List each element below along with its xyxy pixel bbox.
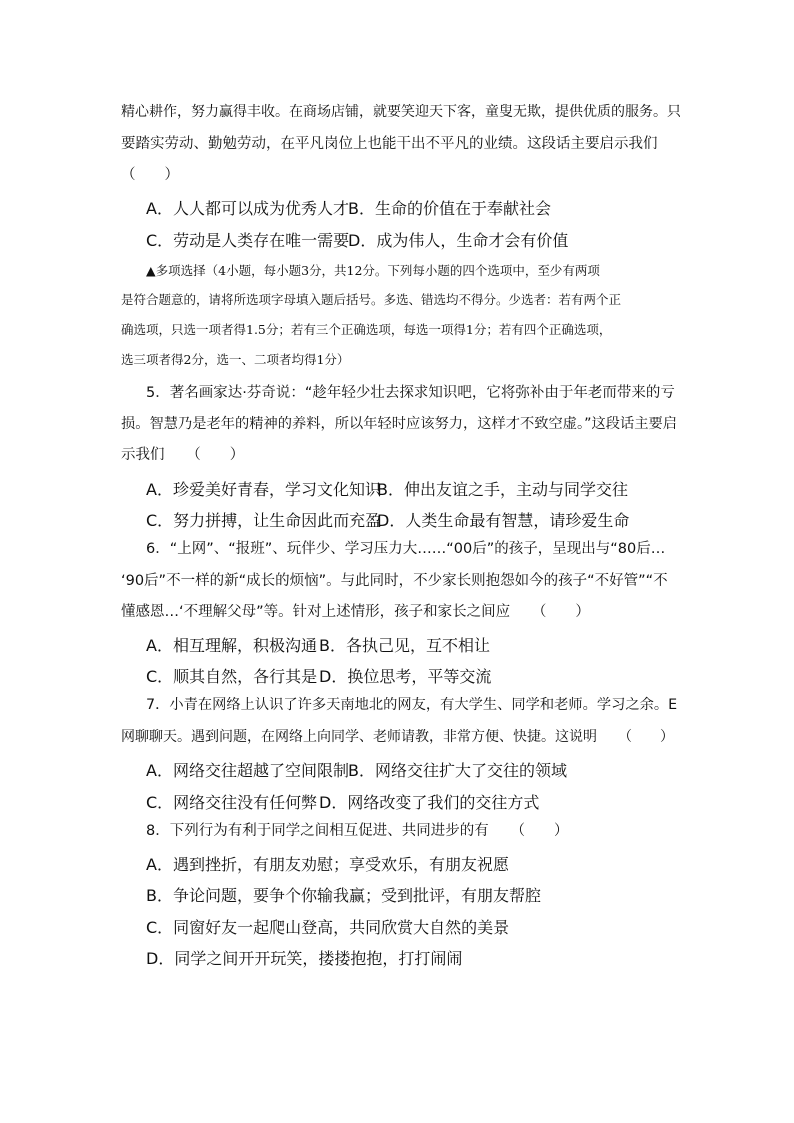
q6-line-1: 6．“上网”、“报班”、玩伴少、学习压力大……“00后”的孩子，呈现出与“80后… [146, 541, 666, 557]
q7-option-c: C．网络交往没有任何弊 [146, 793, 318, 812]
intro-option-a: A．人人都可以成为优秀人才 [146, 199, 349, 218]
section-header-line-2: 是符合题意的，请将所选项字母填入题后括号。多选、错选均不得分。少选者：若有两个正 [121, 292, 622, 307]
q6-line-2: ‘90后”不一样的新“成长的烦恼”。与此同时，不少家长则抱怨如今的孩子“不好管”“不 [121, 573, 668, 589]
q7-line-2: 网聊聊天。遇到问题，在网络上向同学、老师请教，非常方便、快捷。这说明 （ ） [121, 729, 674, 745]
q8-option-c: C．同窗好友一起爬山登高，共同欣赏大自然的美景 [146, 918, 510, 937]
section-header-line-1: ▲多项选择（4小题，每小题3分，共12分。下列每小题的四个选项中，至少有两项 [146, 263, 600, 278]
section-header-line-4: 选三项者得2分，选一、二项者均得1分） [121, 352, 350, 367]
q5-line-3: 示我们 （ ） [121, 447, 245, 463]
q8-option-a: A．遇到挫折，有朋友劝慰；享受欢乐，有朋友祝愿 [146, 855, 509, 874]
intro-option-c: C．劳动是人类存在唯一需要 [146, 231, 350, 250]
intro-line-2: 要踏实劳动、勤勉劳动，在平凡岗位上也能干出不平凡的业绩。这段话主要启示我们 [121, 136, 658, 152]
q5-option-c: C．努力拼搏，让生命因此而充盈 [146, 511, 382, 530]
intro-option-d: D．成为伟人，生命才会有价值 [348, 231, 569, 250]
q5-line-2: 损。智慧乃是老年的精神的养料，所以年轻时应该努力，这样才不致空虚。”这段话主要启 [121, 416, 678, 432]
section-header-line-3: 确选项，只选一项者得1.5分；若有三个正确选项，每选一项得1分；若有四个正确选项， [121, 322, 612, 337]
q7-option-a: A．网络交往超越了空间限制 [146, 761, 349, 780]
q7-line-1: 7．小青在网络上认识了许多天南地北的网友，有大学生、同学和老师。学习之余。E [146, 697, 678, 713]
q6-option-b: B．各执己见，互不相让 [319, 636, 490, 655]
q5-option-b: B．伸出友谊之手，主动与同学交往 [377, 480, 628, 499]
q8-option-b: B．争论问题，要争个你输我赢；受到批评，有朋友帮腔 [146, 886, 541, 905]
q5-option-d: D．人类生命最有智慧，请珍爱生命 [377, 511, 630, 530]
q8-option-d: D．同学之间开开玩笑，搂搂抱抱，打打闹闹 [146, 949, 463, 968]
intro-line-1: 精心耕作，努力赢得丰收。在商场店铺，就要笑迎天下客，童叟无欺，提供优质的服务。只 [121, 104, 681, 120]
q5-line-1: 5．著名画家达·芬奇说：“趁年轻少壮去探求知识吧，它将弥补由于年老而带来的亏 [146, 385, 675, 401]
intro-option-b: B．生命的价值在于奉献社会 [348, 199, 551, 218]
q6-option-d: D．换位思考，平等交流 [319, 667, 492, 686]
q7-option-b: B．网络交往扩大了交往的领域 [348, 761, 567, 780]
q8-line-1: 8．下列行为有利于同学之间相互促进、共同进步的有 （ ） [146, 823, 569, 839]
q6-option-a: A．相互理解，积极沟通 [146, 636, 317, 655]
intro-line-3: （ ） [121, 167, 179, 183]
q7-option-d: D．网络改变了我们的交往方式 [319, 793, 540, 812]
q5-option-a: A．珍爱美好青春，学习文化知识 [146, 480, 381, 499]
q6-line-3: 懂感恩…‘不理解父母”等。针对上述情形，孩子和家长之间应 （ ） [121, 604, 590, 620]
q6-option-c: C．顺其自然，各行其是 [146, 667, 318, 686]
